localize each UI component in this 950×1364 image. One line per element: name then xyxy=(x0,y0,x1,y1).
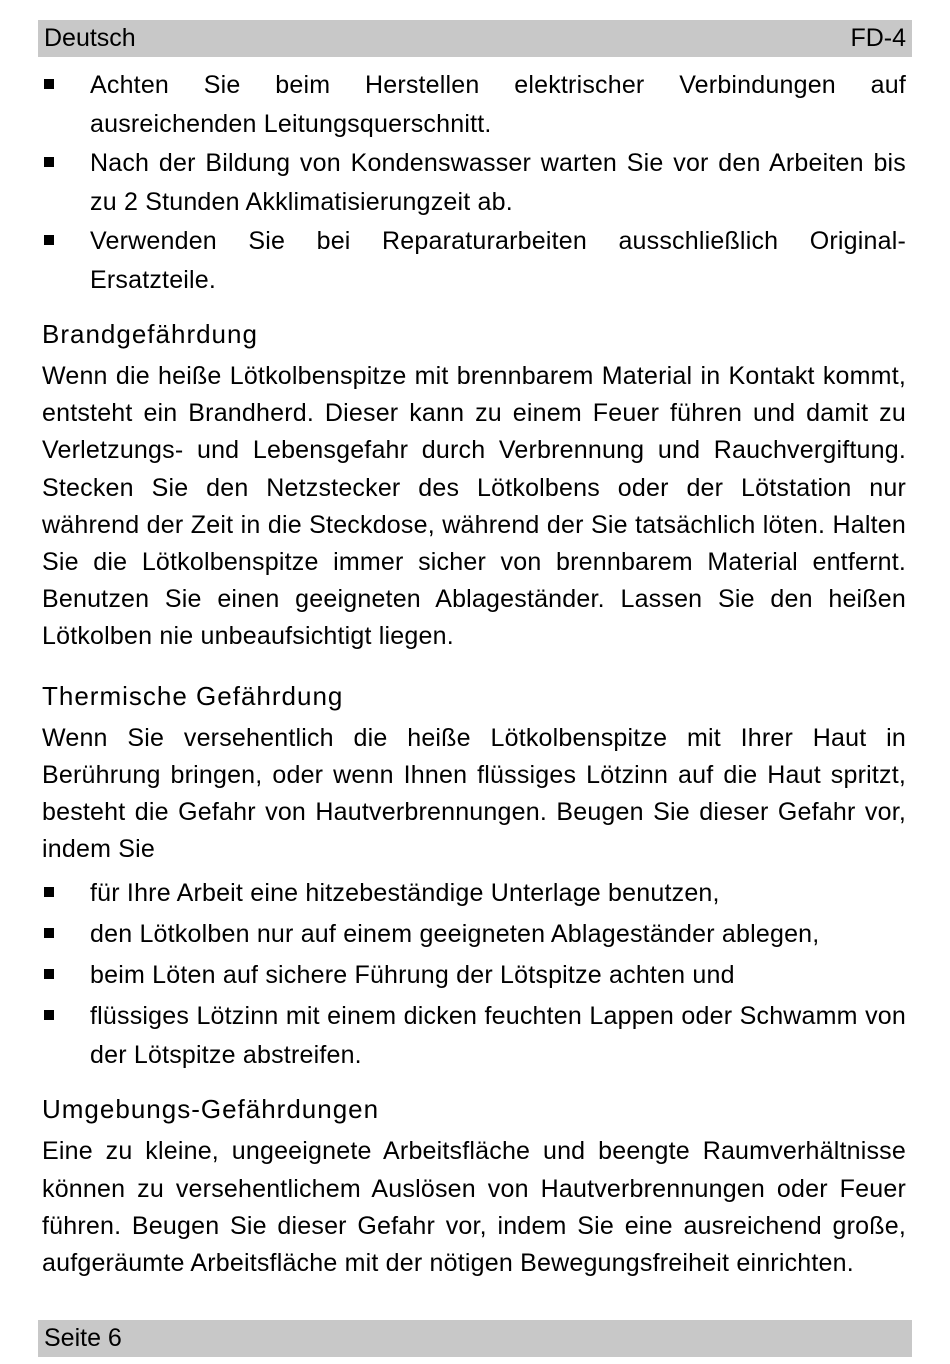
list-item xyxy=(42,915,906,954)
page-content xyxy=(42,66,906,1282)
square-bullet-icon xyxy=(44,157,54,167)
square-bullet-icon xyxy=(44,1010,54,1020)
list-item xyxy=(42,997,906,1075)
section-text-environment: Eine zu kleine, ungeeignete Arbeitsfläche und beengte Raumverhältnisse können zu versehentlichem Auslösen von Hautverbrennungen oder Feuer führen. Beugen Sie dieser Gefahr vor, indem Sie eine ausreichend große, aufgeräumte Arbeitsfläche mit der nötigen Bewegungsfreiheit einrichten. xyxy=(42,1137,906,1278)
list-item xyxy=(42,222,906,300)
list-item-text: Verwenden Sie bei Reparaturarbeiten ausschließlich Original-Ersatzteile. xyxy=(90,227,906,294)
square-bullet-icon xyxy=(44,79,54,89)
header-code: FD-4 xyxy=(850,24,906,52)
page-header xyxy=(38,20,912,57)
top-bullet-list xyxy=(42,66,906,300)
list-item-text: beim Löten auf sichere Führung der Lötspitze achten und xyxy=(90,961,735,990)
list-item xyxy=(42,66,906,144)
square-bullet-icon xyxy=(44,887,54,897)
section-text-brand: Wenn die heiße Lötkolbenspitze mit brennbarem Material in Kontakt kommt, entsteht ein Brandherd. Dieser kann zu einem Feuer führen und damit zu Verletzungs- und Lebensgefahr durch Verbrennung und Rauchvergiftung. Stecken Sie den Netzstecker des Lötkolbens oder der Lötstation nur während der Zeit in die Steckdose, während der Sie tatsächlich löten. Halten Sie die Lötkolbenspitze immer sicher von brennbarem Material entfernt. Benutzen Sie einen geeigneten Ablageständer. Lassen Sie den heißen Lötkolben nie unbeaufsichtigt liegen. xyxy=(42,362,906,651)
section-text-thermal: Wenn Sie versehentlich die heiße Lötkolbenspitze mit Ihrer Haut in Berührung bringen, oder wenn Ihnen flüssiges Lötzinn auf die Haut spritzt, besteht die Gefahr von Hautverbrennungen. Beugen Sie dieser Gefahr vor, indem Sie xyxy=(42,723,906,864)
square-bullet-icon xyxy=(44,969,54,979)
section-heading-environment: Umgebungs-Gefährdungen xyxy=(42,1094,380,1125)
list-item-text: Nach der Bildung von Kondenswasser warten Sie vor den Arbeiten bis zu 2 Stunden Akklimatisierungzeit ab. xyxy=(90,149,906,216)
list-item-text: flüssiges Lötzinn mit einem dicken feuchten Lappen oder Schwamm von der Lötspitze abstreifen. xyxy=(90,1002,906,1070)
section-heading-brand: Brandgefährdung xyxy=(42,319,258,349)
list-item xyxy=(42,956,906,995)
square-bullet-icon xyxy=(44,928,54,938)
page-number: Seite 6 xyxy=(44,1324,122,1352)
header-language: Deutsch xyxy=(44,24,136,52)
list-item-text: den Lötkolben nur auf einem geeigneten Ablageständer ablegen, xyxy=(90,920,820,949)
page-footer xyxy=(38,1320,912,1357)
list-item-text: für Ihre Arbeit eine hitzebeständige Unterlage benutzen, xyxy=(90,879,720,908)
list-item xyxy=(42,144,906,222)
list-item-text: Achten Sie beim Herstellen elektrischer Verbindungen auf ausreichenden Leitungsquerschnitt. xyxy=(90,71,906,138)
square-bullet-icon xyxy=(44,235,54,245)
section-heading-thermal: Thermische Gefährdung xyxy=(42,680,344,711)
list-item xyxy=(42,874,906,913)
thermal-bullet-list xyxy=(42,874,906,1075)
